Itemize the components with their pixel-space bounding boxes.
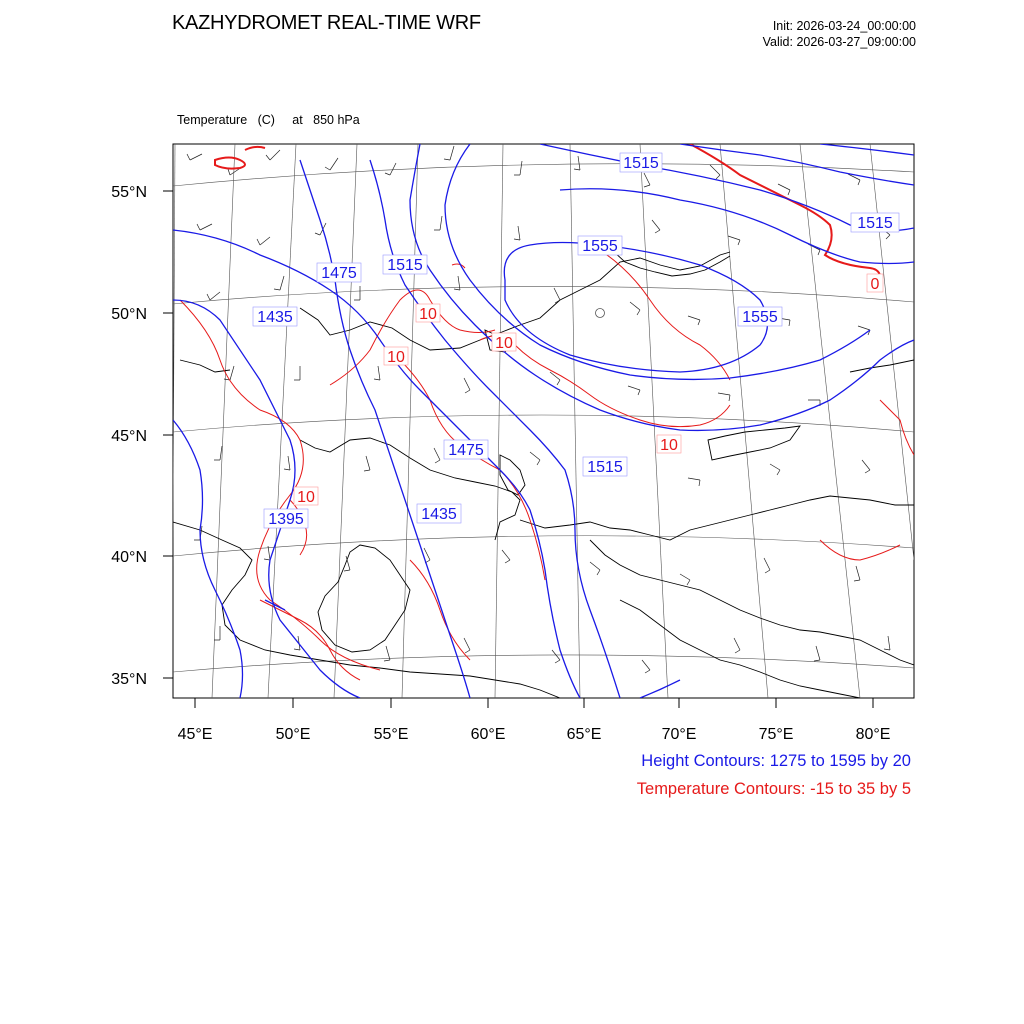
height-label: 1555 <box>742 309 778 326</box>
height-contours-legend: Height Contours: 1275 to 1595 by 20 <box>641 752 911 770</box>
height-label: 1515 <box>387 257 423 274</box>
lon-label: 55°E <box>373 726 409 743</box>
height-label: 1435 <box>257 309 293 326</box>
temperature-label: 10 <box>387 349 405 366</box>
map-frame <box>173 144 914 698</box>
longitude-axis <box>195 698 873 708</box>
height-label: 1515 <box>623 155 659 172</box>
temperature-label: 10 <box>297 489 315 506</box>
temperature-label: 0 <box>870 276 880 293</box>
height-label: 1515 <box>857 215 893 232</box>
lon-label: 50°E <box>275 726 311 743</box>
lon-label: 75°E <box>758 726 794 743</box>
valid-time: Valid: 2026-03-27_09:00:00 <box>762 35 916 49</box>
height-label: 1435 <box>421 506 457 523</box>
lon-label: 45°E <box>177 726 213 743</box>
chart-title: KAZHYDROMET REAL-TIME WRF <box>172 12 481 34</box>
lon-label: 80°E <box>855 726 891 743</box>
temperature-contours-legend: Temperature Contours: -15 to 35 by 5 <box>636 780 911 798</box>
lon-label: 60°E <box>470 726 506 743</box>
lat-label: 35°N <box>111 671 147 688</box>
temperature-label: 10 <box>419 306 437 323</box>
height-label: 1395 <box>268 511 304 528</box>
variable-temperature: Temperature (C) at 850 hPa <box>177 113 360 127</box>
lon-label: 65°E <box>566 726 602 743</box>
lat-label: 45°N <box>111 428 147 445</box>
temperature-label: 10 <box>660 437 678 454</box>
init-time: Init: 2026-03-24_00:00:00 <box>772 19 916 33</box>
lat-label: 55°N <box>111 184 147 201</box>
height-label: 1475 <box>448 442 484 459</box>
lat-label: 50°N <box>111 306 147 323</box>
height-label: 1475 <box>321 265 357 282</box>
lon-label: 70°E <box>661 726 697 743</box>
temperature-label: 10 <box>495 335 513 352</box>
latitude-axis <box>163 191 173 678</box>
lat-label: 40°N <box>111 549 147 566</box>
height-label: 1555 <box>582 238 618 255</box>
height-label: 1515 <box>587 459 623 476</box>
